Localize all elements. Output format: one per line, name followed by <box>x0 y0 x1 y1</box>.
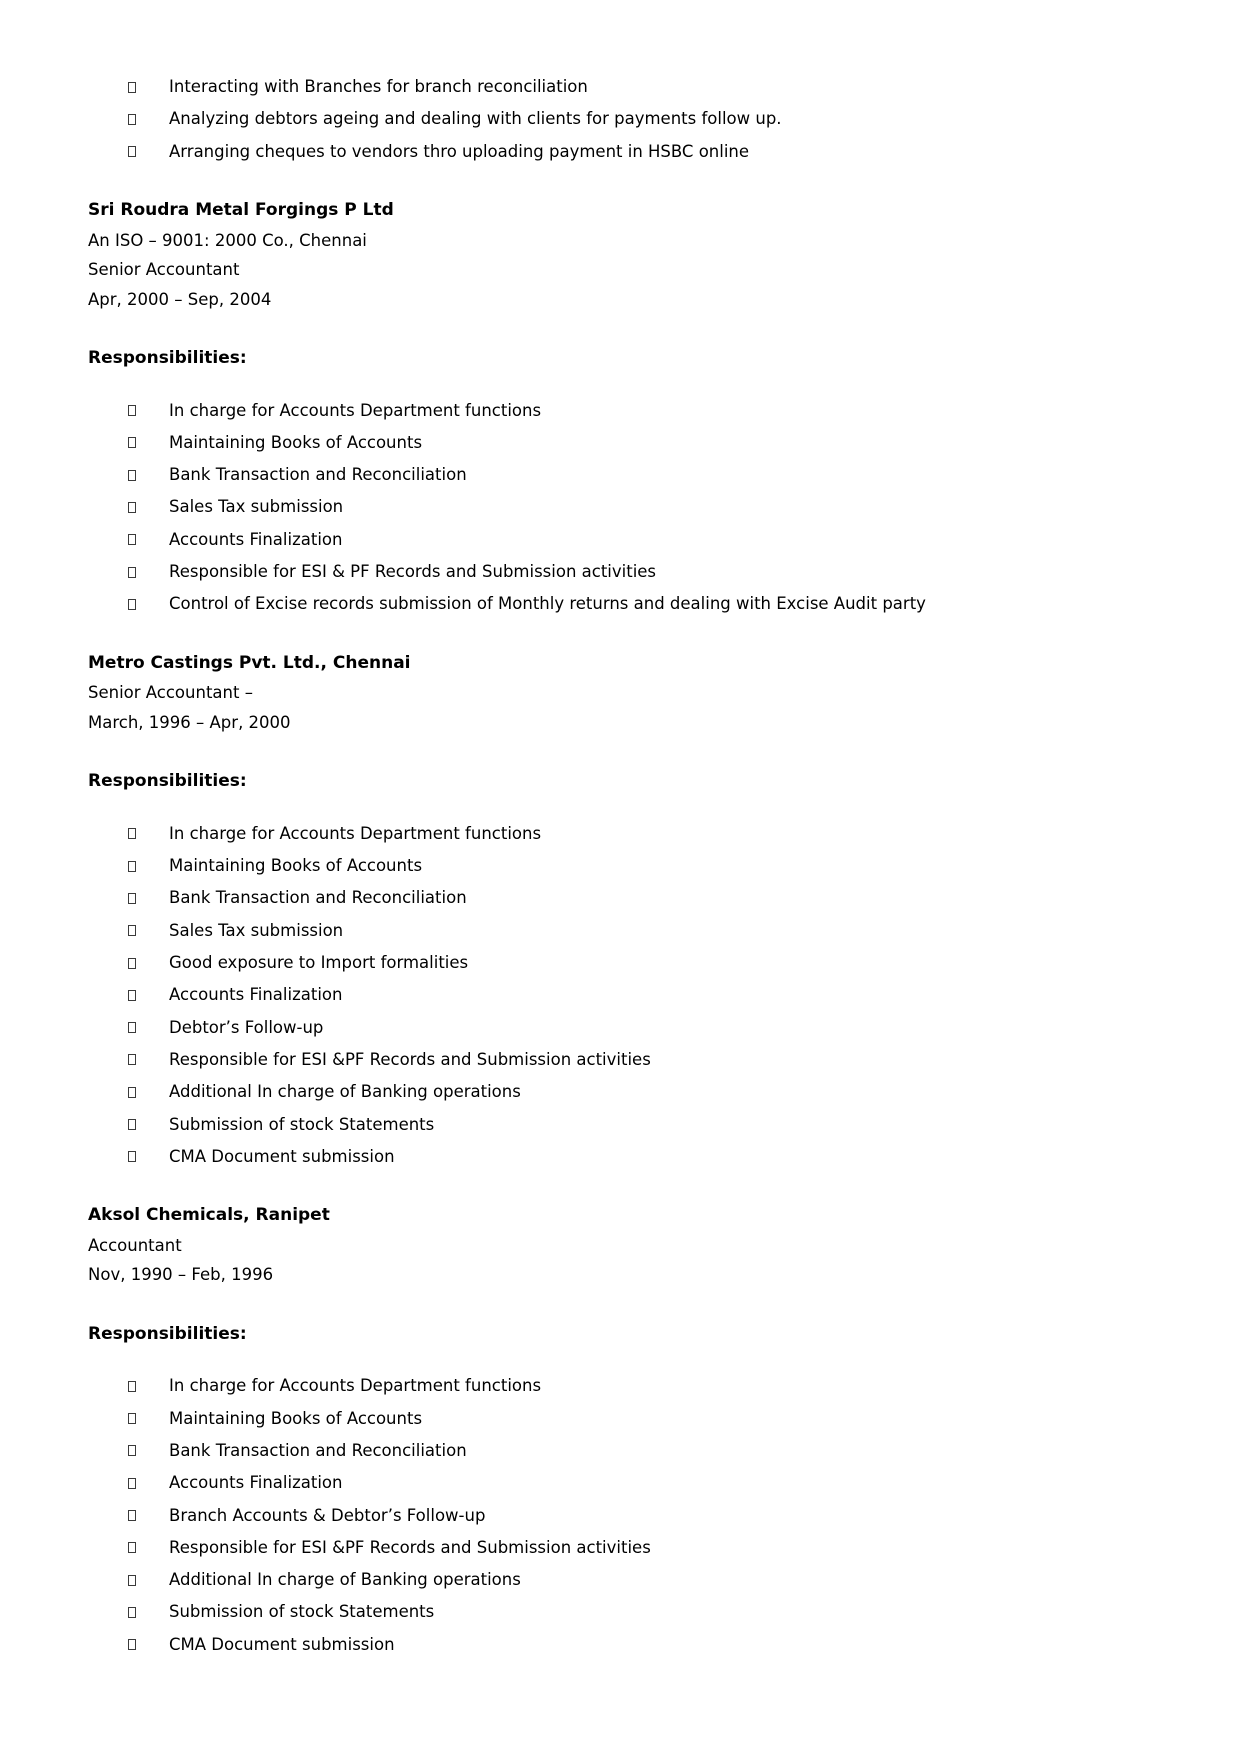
responsibilities-heading: Responsibilities: <box>88 771 247 792</box>
job-section-aksol-chemicals <box>88 1201 1190 1659</box>
responsibilities-list <box>88 819 1190 1171</box>
list-item-text: Branch Accounts & Debtor’s Follow-up <box>169 1505 486 1525</box>
list-item <box>88 1077 1190 1107</box>
job-dates-line: March, 1996 – Apr, 2000 <box>88 712 291 732</box>
list-item-text: Analyzing debtors ageing and dealing with clients for payments follow up. <box>169 109 782 129</box>
list-item <box>88 492 1190 522</box>
job-title-line: Senior Accountant <box>88 260 240 280</box>
list-item-text: In charge for Accounts Department functions <box>169 400 542 420</box>
empty-square-bullet-icon <box>128 114 136 125</box>
list-item <box>88 1468 1190 1498</box>
list-item-text: Arranging cheques to vendors thro uploading payment in HSBC online <box>169 141 750 161</box>
responsibilities-heading: Responsibilities: <box>88 1323 247 1344</box>
job-dates-line: Nov, 1990 – Feb, 1996 <box>88 1265 274 1285</box>
job-dates-line: Apr, 2000 – Sep, 2004 <box>88 289 272 309</box>
list-item <box>88 428 1190 458</box>
intro-bullet-list <box>88 72 1190 166</box>
empty-square-bullet-icon <box>128 861 136 872</box>
list-item <box>88 883 1190 913</box>
list-item-text: Bank Transaction and Reconciliation <box>169 465 467 485</box>
responsibilities-list <box>88 1371 1190 1659</box>
list-item <box>88 851 1190 881</box>
empty-square-bullet-icon <box>128 1445 136 1456</box>
responsibilities-list <box>88 396 1190 619</box>
job-section-sri-roudra <box>88 196 1190 619</box>
empty-square-bullet-icon <box>128 437 136 448</box>
list-item <box>88 460 1190 490</box>
list-item <box>88 525 1190 555</box>
list-item <box>88 72 1190 102</box>
empty-square-bullet-icon <box>128 502 136 513</box>
list-item <box>88 589 1190 619</box>
empty-square-bullet-icon <box>128 1381 136 1392</box>
list-item-text: Maintaining Books of Accounts <box>169 1408 423 1428</box>
list-item-text: Responsible for ESI &PF Records and Submission activities <box>169 1049 651 1069</box>
empty-square-bullet-icon <box>128 893 136 904</box>
list-item-text: Additional In charge of Banking operations <box>169 1082 521 1102</box>
list-item <box>88 1501 1190 1531</box>
list-item-text: Submission of stock Statements <box>169 1114 435 1134</box>
empty-square-bullet-icon <box>128 1575 136 1586</box>
list-item <box>88 1013 1190 1043</box>
empty-square-bullet-icon <box>128 470 136 481</box>
list-item <box>88 1533 1190 1563</box>
list-item <box>88 819 1190 849</box>
empty-square-bullet-icon <box>128 1119 136 1130</box>
empty-square-bullet-icon <box>128 1639 136 1650</box>
company-detail-line: An ISO – 9001: 2000 Co., Chennai <box>88 230 367 250</box>
list-item <box>88 1597 1190 1627</box>
list-item-text: CMA Document submission <box>169 1634 395 1654</box>
list-item <box>88 1371 1190 1401</box>
list-item-text: Control of Excise records submission of Monthly returns and dealing with Excise Audit party <box>169 594 926 614</box>
list-item-text: Sales Tax submission <box>169 497 344 517</box>
empty-square-bullet-icon <box>128 405 136 416</box>
list-item-text: Accounts Finalization <box>169 985 343 1005</box>
empty-square-bullet-icon <box>128 1607 136 1618</box>
list-item <box>88 557 1190 587</box>
empty-square-bullet-icon <box>128 1054 136 1065</box>
list-item <box>88 916 1190 946</box>
empty-square-bullet-icon <box>128 1151 136 1162</box>
empty-square-bullet-icon <box>128 146 136 157</box>
list-item-text: CMA Document submission <box>169 1146 395 1166</box>
empty-square-bullet-icon <box>128 1542 136 1553</box>
list-item <box>88 1630 1190 1660</box>
job-title-line: Senior Accountant – <box>88 683 253 703</box>
list-item-text: Maintaining Books of Accounts <box>169 432 423 452</box>
list-item <box>88 1436 1190 1466</box>
list-item-text: Interacting with Branches for branch reconciliation <box>169 77 588 96</box>
company-heading: Aksol Chemicals, Ranipet <box>88 1205 330 1226</box>
empty-square-bullet-icon <box>128 567 136 578</box>
empty-square-bullet-icon <box>128 1478 136 1489</box>
list-item-text: Debtor’s Follow-up <box>169 1017 324 1037</box>
list-item-text: Bank Transaction and Reconciliation <box>169 1440 467 1460</box>
list-item-text: In charge for Accounts Department functions <box>169 1376 542 1396</box>
list-item-text: Responsible for ESI & PF Records and Submission activities <box>169 562 657 582</box>
responsibilities-heading: Responsibilities: <box>88 348 247 369</box>
job-title-line: Accountant <box>88 1235 182 1255</box>
list-item-text: Accounts Finalization <box>169 529 343 549</box>
list-item-text: Submission of stock Statements <box>169 1602 435 1622</box>
list-item <box>88 1045 1190 1075</box>
list-item-text: Good exposure to Import formalities <box>169 953 469 973</box>
list-item-text: Responsible for ESI &PF Records and Submission activities <box>169 1537 651 1557</box>
company-heading: Metro Castings Pvt. Ltd., Chennai <box>88 652 411 673</box>
list-item-text: Bank Transaction and Reconciliation <box>169 888 467 908</box>
list-item <box>88 1565 1190 1595</box>
empty-square-bullet-icon <box>128 599 136 610</box>
list-item-text: Accounts Finalization <box>169 1473 343 1493</box>
empty-square-bullet-icon <box>128 1413 136 1424</box>
list-item <box>88 1142 1190 1172</box>
list-item-text: Additional In charge of Banking operations <box>169 1570 521 1590</box>
list-item-text: Maintaining Books of Accounts <box>169 856 423 876</box>
list-item-text: In charge for Accounts Department functions <box>169 823 542 843</box>
job-section-metro-castings <box>88 649 1190 1171</box>
empty-square-bullet-icon <box>128 1087 136 1098</box>
list-item <box>88 980 1190 1010</box>
list-item <box>88 1404 1190 1434</box>
list-item <box>88 104 1190 134</box>
empty-square-bullet-icon <box>128 1022 136 1033</box>
list-item <box>88 948 1190 978</box>
empty-square-bullet-icon <box>128 828 136 839</box>
empty-square-bullet-icon <box>128 925 136 936</box>
list-item <box>88 137 1190 167</box>
empty-square-bullet-icon <box>128 1510 136 1521</box>
empty-square-bullet-icon <box>128 958 136 969</box>
list-item <box>88 396 1190 426</box>
list-item-text: Sales Tax submission <box>169 920 344 940</box>
company-heading: Sri Roudra Metal Forgings P Ltd <box>88 200 394 221</box>
empty-square-bullet-icon <box>128 990 136 1001</box>
list-item <box>88 1110 1190 1140</box>
empty-square-bullet-icon <box>128 534 136 545</box>
empty-square-bullet-icon <box>128 82 136 93</box>
